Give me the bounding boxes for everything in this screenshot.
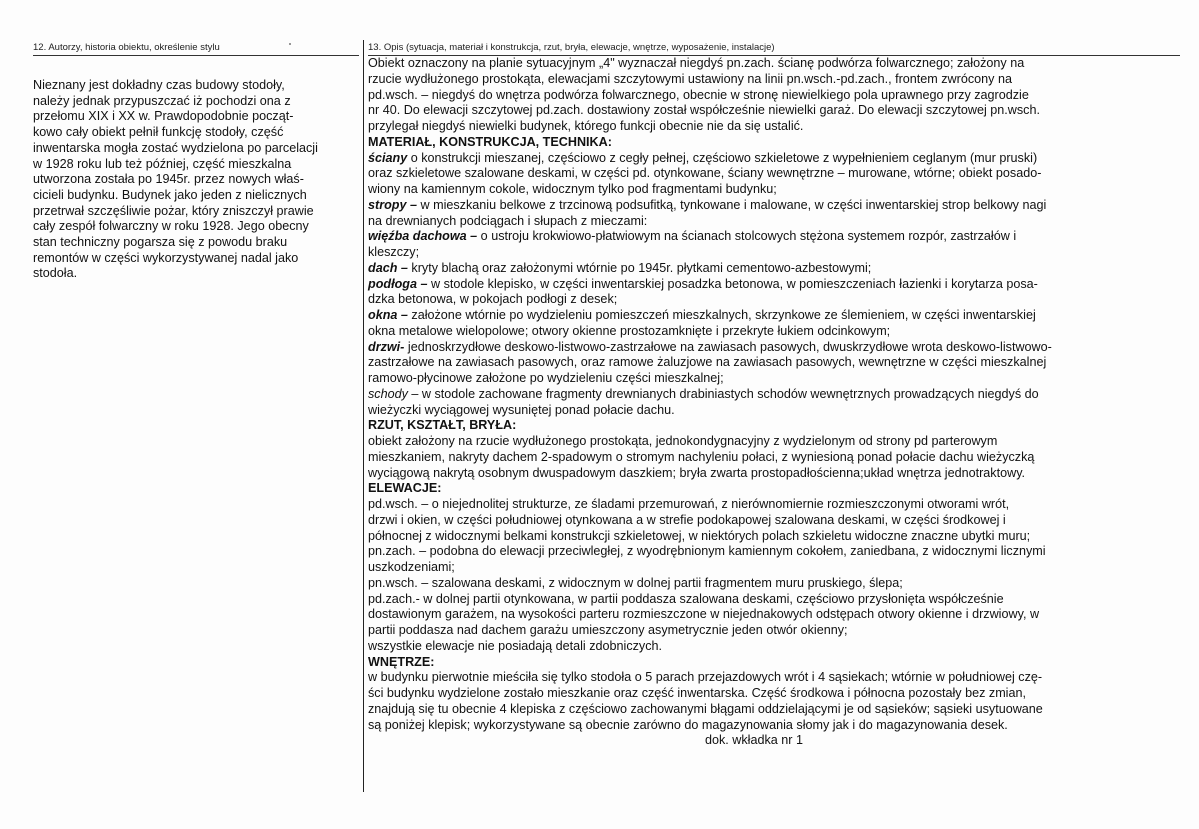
description-line bbox=[368, 387, 1180, 403]
description-line: kleszczy; bbox=[368, 245, 420, 259]
description-line bbox=[368, 151, 1180, 167]
description-line: pd.wsch. – niegdyś do wnętrza podwórza folwarcznego, obecnie w stronę niewielkiego pola uprawnego przy zagrodzie bbox=[368, 87, 1029, 102]
description-line: są poniżej klepisk; wykorzystywane są obecnie zarówno do magazynowania słomy jak i do magazynowania desek. bbox=[368, 717, 1008, 732]
left-column-header: 12. Autorzy, historia obiektu, określenie stylu bbox=[33, 42, 359, 56]
left-column bbox=[33, 42, 359, 282]
history-line: w 1928 roku lub też później, część mieszkalna bbox=[33, 156, 292, 171]
description-line: przylegał niegdyś niewielki budynek, którego funkcji obecnie nie da się ustalić. bbox=[368, 119, 804, 133]
history-line: inwentarska mogła zostać wydzielona po parcelacji bbox=[33, 140, 318, 155]
line-text: w stodole zachowane fragmenty drewnianych drabiniastych schodów wewnętrznych prowadzących niegdyś do bbox=[418, 386, 1039, 401]
line-text: jednoskrzydłowe deskowo-listwowo-zastrzałowe na zawiasach pasowych, dwuskrzydłowe wrota deskowo-listwowo- bbox=[404, 339, 1052, 354]
element-keyword: ściany bbox=[368, 150, 408, 165]
description-line: znajdują się tu obecnie 4 klepiska z częściowo zachowanymi błągami oddzielającymi je od sąsieków; sąsieki usytuowane bbox=[368, 701, 1043, 716]
history-line: przetrwał szczęśliwie pożar, który zniszczył prawie bbox=[33, 203, 314, 218]
description-line: partii poddasza nad dachem garażu umieszczony asymetrycznie jeden otwór okienny; bbox=[368, 623, 848, 637]
history-line: przełomu XIX i XX w. Prawdopodobnie począt- bbox=[33, 109, 294, 124]
description-line bbox=[368, 261, 1180, 277]
description-line bbox=[368, 340, 1180, 356]
description-line: wyciągową nakrytą osobnym dwuspadowym daszkiem; bryła zwarta prostopadłościenna;układ wnętrza jednotraktowy. bbox=[368, 465, 1026, 480]
section-heading: ELEWACJE: bbox=[368, 481, 442, 496]
description-line: w budynku pierwotnie mieściła się tylko stodoła o 5 parach przejazdowych wrót i 4 sąsiekach; wtórnie w południowej czę- bbox=[368, 670, 1043, 685]
history-line: remontów w części wykorzystywanej nadal jako bbox=[33, 250, 299, 265]
description-line: ści budynku wydzielone zostało mieszkanie oraz część inwentarska. Część środkowa i północna pozostały bez zmian, bbox=[368, 686, 1026, 700]
line-text: kryty blachą oraz założonymi wtórnie po 1945r. płytkami cementowo-azbestowymi; bbox=[407, 260, 872, 275]
element-keyword: okna – bbox=[368, 308, 408, 322]
description-line: północnej z widocznymi belkami konstrukcji szkieletowej, w niektórych polach szkieletu widoczne znaczne ubytki muru; bbox=[368, 528, 1031, 543]
section-heading: RZUT, KSZTAŁT, BRYŁA: bbox=[368, 418, 517, 433]
line-text: o konstrukcji mieszanej, częściowo z cegły pełnej, częściowo szkieletowe z wypełnieniem ceglanym (mur pruski) bbox=[407, 150, 1038, 165]
history-text bbox=[33, 78, 359, 282]
line-text: założone wtórnie po wydzieleniu pomieszczeń mieszkalnych, skrzynkowe ze ślemieniem, w części inwentarskiej bbox=[407, 308, 1036, 322]
element-keyword: schody – bbox=[368, 386, 419, 401]
description-line: uszkodzeniami; bbox=[368, 560, 455, 574]
line-text: w stodole klepisko, w części inwentarskiej posadzka betonowa, w pomieszczeniach łazienki i korytarza posa- bbox=[427, 276, 1038, 291]
description-line: obiekt założony na rzucie wydłużonego prostokąta, jednokondygnacyjny z wydzielonym od strony pd parterowym bbox=[368, 434, 998, 448]
description-line: ramowo-płycinowe założone po wydzieleniu części mieszkalnej; bbox=[368, 371, 724, 385]
element-keyword: podłoga – bbox=[368, 276, 428, 291]
column-divider bbox=[363, 40, 364, 792]
line-text: o ustroju krokwiowo-płatwiowym na ścianach stolcowych stężona systemem rozpór, zastrzałów i bbox=[477, 229, 1017, 244]
description-line: wszystkie elewacje nie posiadają detali zdobniczych. bbox=[368, 638, 663, 653]
description-line: rzucie wydłużonego prostokąta, elewacjami szczytowymi ustawiony na linii pn.wsch.-pd.zach., frontem zwrócony na bbox=[368, 71, 1012, 86]
description-line: pn.wsch. – szalowana deskami, z widocznym w dolnej partii fragmentem muru pruskiego, ślepa; bbox=[368, 575, 903, 590]
description-line: dzka betonowa, w pokojach podłogi z desek; bbox=[368, 292, 618, 307]
description-line: zastrzałowe na zawiasach pasowych, oraz ramowe żaluzjowe na zawiasach pasowych, wewnętrzne w części mieszkalnej bbox=[368, 355, 1047, 370]
description-line: okna metalowe wielopolowe; otwory okienne prostozamknięte i przekryte łukiem odcinkowym; bbox=[368, 323, 891, 338]
section-heading: WNĘTRZE: bbox=[368, 654, 435, 669]
line-text: w mieszkaniu belkowe z trzcinową podsufitką, tynkowane i malowane, w części inwentarskiej strop belkowy nagi bbox=[417, 197, 1047, 212]
history-line: utworzona została po 1945r. przez nowych właś- bbox=[33, 172, 304, 187]
history-line: należy jednak przypuszczać iż pochodzi ona z bbox=[33, 93, 291, 108]
section-heading: MATERIAŁ, KONSTRUKCJA, TECHNIKA: bbox=[368, 134, 612, 149]
element-keyword: więźba dachowa – bbox=[368, 229, 478, 244]
element-keyword: drzwi- bbox=[368, 339, 405, 354]
description-line: Obiekt oznaczony na planie sytuacyjnym „4" wyznaczał niegdyś pn.zach. ścianę podwórza folwarcznego; założony na bbox=[368, 56, 1025, 70]
element-keyword: dach – bbox=[368, 260, 408, 275]
description-line: oraz szkieletowe szalowane deskami, w części pd. otynkowane, ściany wewnętrzne – murowane, wtórne; obiekt posado- bbox=[368, 166, 1042, 181]
description-line: dostawionym garażem, na wysokości parteru rozmieszczone w niejednakowych odstępach otwory okienne i drzwiowy, w bbox=[368, 607, 1040, 622]
history-line: cicieli budynku. Budynek jako jeden z nielicznych bbox=[33, 187, 307, 202]
description-text bbox=[368, 56, 1180, 733]
description-line: pn.zach. – podobna do elewacji przeciwległej, z wyodrębnionym kamiennym cokołem, zaniedbana, z widocznymi licznymi bbox=[368, 544, 1046, 559]
history-line: stodoła. bbox=[33, 266, 78, 281]
right-column-header: 13. Opis (sytuacja, materiał i konstrukcja, rzut, bryła, elewacje, wnętrze, wyposażenie, instalacje) bbox=[368, 42, 1180, 56]
history-line: stan techniczny pogarsza się z powodu braku bbox=[33, 235, 288, 250]
description-line: pd.wsch. – o niejednolitej strukturze, ze śladami przemurowań, z nierównomiernie rozmieszczonymi otworami wrót, bbox=[368, 497, 1010, 511]
description-line bbox=[368, 277, 1180, 293]
description-line bbox=[368, 308, 1180, 324]
description-line: pd.zach.- w dolnej partii otynkowana, w partii poddasza szalowana deskami, częściowo przysłonięta współcześnie bbox=[368, 591, 1004, 606]
description-line bbox=[368, 198, 1180, 214]
history-line: cały zespół folwarczny w roku 1928. Jego obecny bbox=[33, 219, 309, 234]
history-line: Nieznany jest dokładny czas budowy stodoły, bbox=[33, 78, 285, 92]
description-line: wieżyczki wyciągowej wysuniętej ponad połacie dachu. bbox=[368, 402, 675, 417]
right-column bbox=[368, 42, 1180, 749]
description-line: mieszkaniem, nakryty dachem 2-spadowym o stromym nachyleniu połaci, z wyniesioną ponad połacie dachu wieżyczką bbox=[368, 449, 1035, 464]
description-line: na drewnianych podciągach i słupach z mieczami: bbox=[368, 213, 648, 228]
element-keyword: stropy – bbox=[368, 197, 417, 212]
description-line: drzwi i okien, w części południowej otynkowana a w strefie podokapowej szalowana deskami, w części środkowej i bbox=[368, 512, 1006, 527]
description-line bbox=[368, 229, 1180, 245]
history-line: kowo cały obiekt pełnił funkcję stodoły, część bbox=[33, 125, 284, 140]
description-line: nr 40. Do elewacji szczytowej pd.zach. dostawiony został współcześnie niewielki garaż. Do elewacji szczytowej pn.wsch. bbox=[368, 103, 1040, 118]
footer-note: dok. wkładka nr 1 bbox=[704, 733, 803, 748]
description-line: wiony na kamiennym cokole, widocznym tylko pod fragmentami budynku; bbox=[368, 182, 777, 196]
